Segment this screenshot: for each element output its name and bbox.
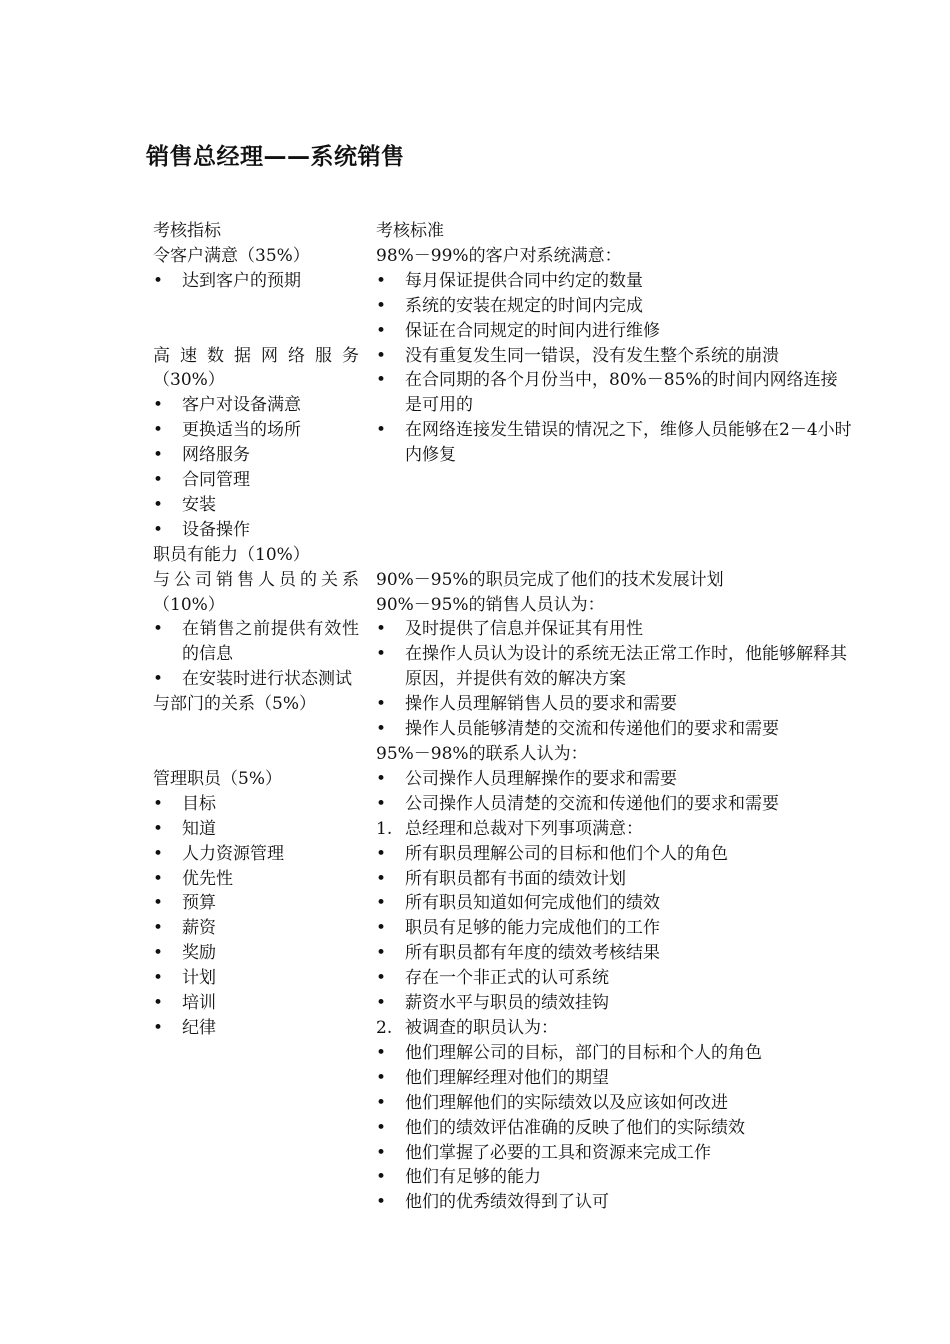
standard-item: • 他们理解公司的目标，部门的目标和个人的角色 bbox=[376, 1041, 852, 1066]
document-title: 销售总经理——系统销售 bbox=[146, 144, 405, 170]
standard-item: • 他们理解经理对他们的期望 bbox=[376, 1066, 852, 1091]
standard-item: • 在操作人员认为设计的系统无法正常工作时，他能够解释其原因，并提供有效的解决方案 bbox=[376, 642, 852, 692]
standard-lead: 总经理和总裁对下列事项满意： bbox=[405, 818, 643, 839]
standard-item: • 及时提供了信息并保证其有用性 bbox=[376, 617, 852, 642]
standard-item: • 薪资水平与职员的绩效挂钩 bbox=[376, 991, 852, 1016]
criteria-item: • 目标 bbox=[153, 792, 359, 817]
standard-item: • 他们的绩效评估准确的反映了他们的实际绩效 bbox=[376, 1116, 852, 1141]
standard-item: • 公司操作人员理解操作的要求和需要 bbox=[376, 767, 852, 792]
standard-item: • 所有职员都有年度的绩效考核结果 bbox=[376, 941, 852, 966]
criteria-item: • 奖励 bbox=[153, 941, 359, 966]
list-number: 1. bbox=[376, 818, 393, 839]
criteria-item: • 在安装时进行状态测试 bbox=[153, 667, 359, 692]
standard-item: • 操作人员能够清楚的交流和传递他们的要求和需要 bbox=[376, 717, 852, 742]
standard-item: • 每月保证提供合同中约定的数量 bbox=[376, 269, 852, 294]
standard-numbered-lead bbox=[376, 1016, 852, 1041]
standard-item: • 所有职员都有书面的绩效计划 bbox=[376, 867, 852, 892]
standard-numbered-lead bbox=[376, 817, 852, 842]
criteria-item: • 计划 bbox=[153, 966, 359, 991]
standard-item: • 在合同期的各个月份当中，80%－85%的时间内网络连接是可用的 bbox=[376, 368, 852, 418]
criteria-item: • 安装 bbox=[153, 493, 359, 518]
standard-item: • 他们的优秀绩效得到了认可 bbox=[376, 1190, 852, 1215]
criteria-customer-satisfaction: 令客户满意（35%） bbox=[153, 245, 310, 266]
criteria-item: • 在销售之前提供有效性的信息 bbox=[153, 617, 359, 667]
standard-item: • 操作人员理解销售人员的要求和需要 bbox=[376, 692, 852, 717]
standard-item: • 在网络连接发生错误的情况之下，维修人员能够在2－4小时内修复 bbox=[376, 418, 852, 468]
standard-item: • 系统的安装在规定的时间内完成 bbox=[376, 294, 852, 319]
standard-item: • 所有职员理解公司的目标和他们个人的角色 bbox=[376, 842, 852, 867]
criteria-item: • 预算 bbox=[153, 891, 359, 916]
criteria-item: • 薪资 bbox=[153, 916, 359, 941]
standard-item: • 没有重复发生同一错误，没有发生整个系统的崩溃 bbox=[376, 344, 852, 369]
standard-item: • 他们有足够的能力 bbox=[376, 1165, 852, 1190]
criteria-sales-relationship-weight: （10%） bbox=[153, 594, 225, 615]
criteria-item: • 更换适当的场所 bbox=[153, 418, 359, 443]
standard-item: • 职员有足够的能力完成他们的工作 bbox=[376, 916, 852, 941]
standard-item: • 他们理解他们的实际绩效以及应该如何改进 bbox=[376, 1091, 852, 1116]
criteria-item: • 纪律 bbox=[153, 1016, 359, 1041]
standard-lead: 98%－99%的客户对系统满意： bbox=[376, 245, 622, 266]
standard-item: • 他们掌握了必要的工具和资源来完成工作 bbox=[376, 1141, 852, 1166]
standard-text: 90%－95%的职员完成了他们的技术发展计划 bbox=[376, 569, 724, 590]
criteria-manage-staff: 管理职员（5%） bbox=[153, 768, 282, 789]
criteria-header: 考核指标 bbox=[153, 221, 221, 241]
standard-item: • 保证在合同规定的时间内进行维修 bbox=[376, 319, 852, 344]
standard-item: • 存在一个非正式的认可系统 bbox=[376, 966, 852, 991]
criteria-column bbox=[153, 219, 359, 1041]
criteria-item: • 客户对设备满意 bbox=[153, 393, 359, 418]
criteria-network-service-weight: （30%） bbox=[153, 370, 225, 391]
criteria-department-relationship: 与部门的关系（5%） bbox=[153, 694, 316, 715]
criteria-item: • 网络服务 bbox=[153, 443, 359, 468]
standard-item: • 所有职员知道如何完成他们的绩效 bbox=[376, 891, 852, 916]
criteria-item: • 培训 bbox=[153, 991, 359, 1016]
criteria-item: • 达到客户的预期 bbox=[153, 269, 359, 294]
criteria-item: • 优先性 bbox=[153, 867, 359, 892]
list-number: 2. bbox=[376, 1017, 393, 1038]
standard-lead: 被调查的职员认为： bbox=[405, 1017, 558, 1038]
criteria-item: • 知道 bbox=[153, 817, 359, 842]
criteria-item: • 人力资源管理 bbox=[153, 842, 359, 867]
criteria-item: • 设备操作 bbox=[153, 518, 359, 543]
criteria-network-service: 高速数据网络服务 bbox=[153, 345, 359, 366]
standards-header: 考核标准 bbox=[376, 221, 444, 241]
criteria-staff-competence: 职员有能力（10%） bbox=[153, 544, 310, 565]
standards-column bbox=[376, 219, 852, 1215]
criteria-item: • 合同管理 bbox=[153, 468, 359, 493]
standard-item: • 公司操作人员清楚的交流和传递他们的要求和需要 bbox=[376, 792, 852, 817]
criteria-sales-relationship: 与公司销售人员的关系 bbox=[153, 569, 359, 590]
standard-lead: 95%－98%的联系人认为： bbox=[376, 744, 588, 764]
standard-lead: 90%－95%的销售人员认为： bbox=[376, 594, 605, 615]
